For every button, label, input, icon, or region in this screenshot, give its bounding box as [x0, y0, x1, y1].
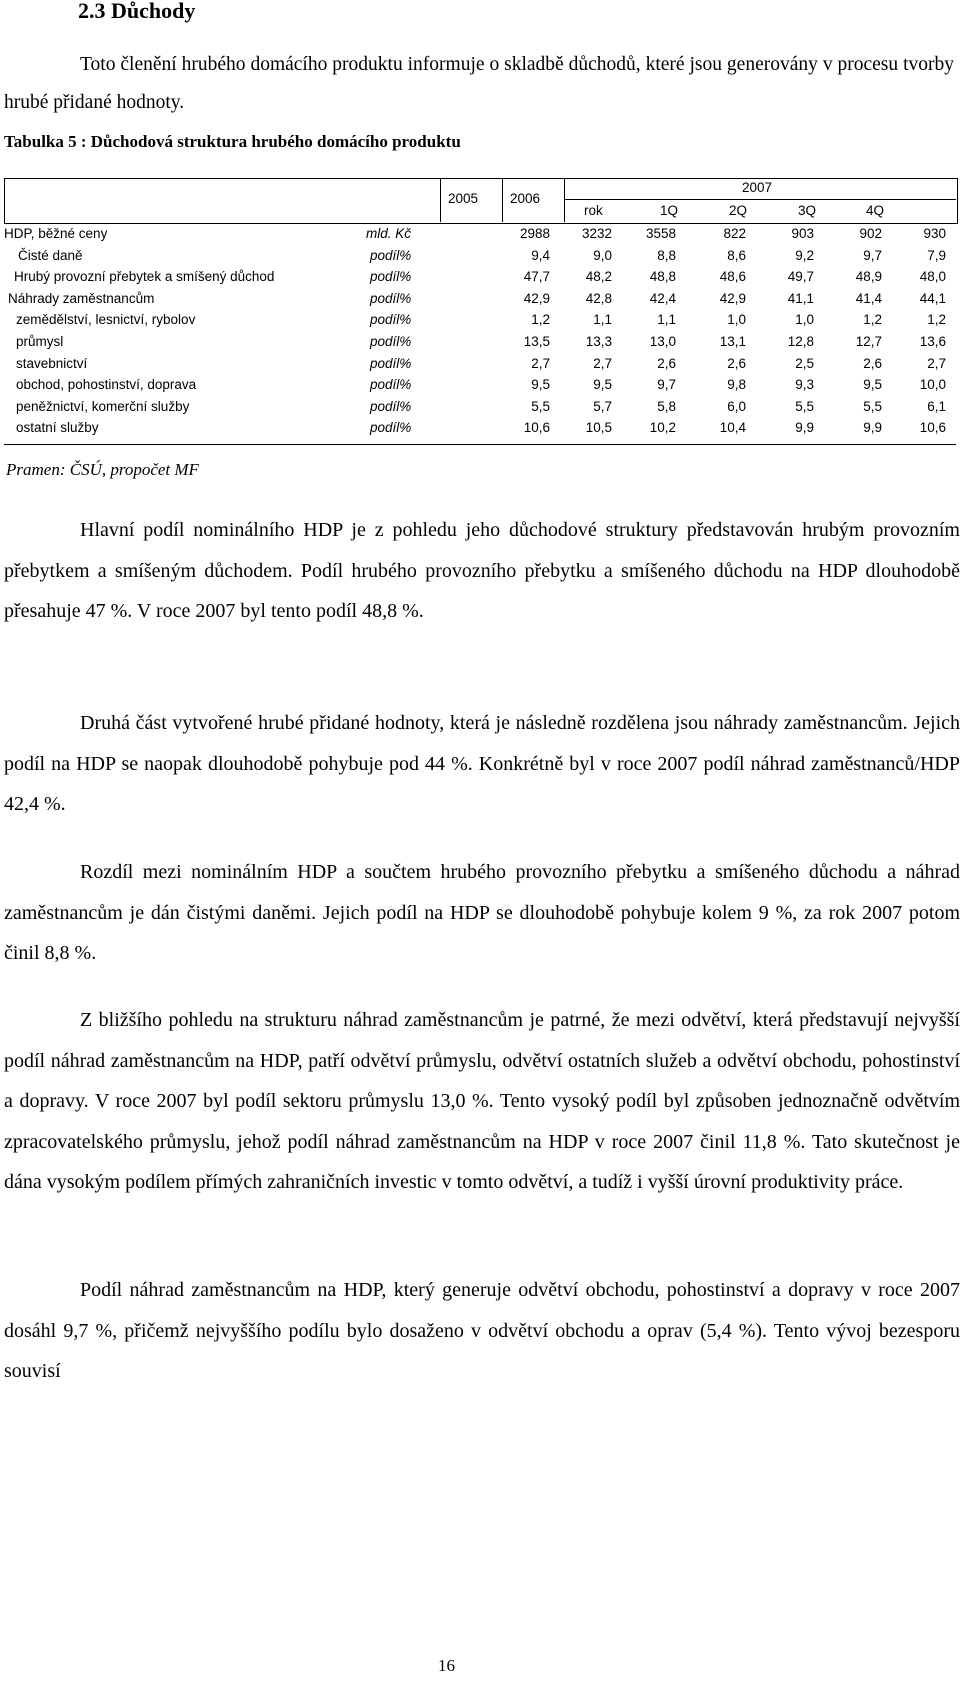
table-cell: 2,6 — [863, 355, 882, 371]
row-label: Náhrady zaměstnancům — [8, 290, 155, 306]
table-cell: 10,5 — [585, 420, 612, 436]
table-cell: 6,1 — [927, 398, 946, 414]
row-label: Hrubý provozní přebytek a smíšený důchod — [14, 269, 275, 285]
body-paragraph: Podíl náhrad zaměstnancům na HDP, který generuje odvětví obchodu, pohostinství a dopravy v roce 2007 dosáhl 9,7 %, přičemž nejvyššího podílu bylo dosaženo v odvětví obchodu a oprav (5,4 %). Tento vývoj bezesporu souvisí — [4, 1279, 960, 1382]
table-cell: 5,8 — [657, 398, 676, 414]
table-cell: 10,0 — [919, 377, 946, 393]
row-label: Čisté daně — [18, 247, 83, 263]
row-unit: podíl% — [370, 290, 412, 306]
table-cell: 9,8 — [727, 377, 746, 393]
table-cell: 5,7 — [593, 398, 612, 414]
row-label: průmysl — [16, 334, 64, 349]
table-cell: 8,6 — [727, 247, 746, 263]
subheader: 1Q — [660, 203, 679, 218]
table-cell: 13,3 — [585, 334, 612, 349]
table-cell: 10,4 — [719, 420, 746, 436]
row-unit: mld. Kč — [366, 226, 412, 241]
table-cell: 1,2 — [863, 312, 882, 328]
year-header: 2007 — [742, 180, 773, 195]
table-bottom-rule — [4, 444, 956, 445]
table-cell: 47,7 — [523, 269, 550, 285]
table-cell: 42,8 — [585, 290, 612, 306]
table-cell: 10,6 — [523, 420, 550, 436]
body-paragraph: Hlavní podíl nominálního HDP je z pohledu jeho důchodové struktury představován hrubým provozním přebytkem a smíšeným důchodem. Podíl hrubého provozního přebytku a smíšeného důchodu na HDP dlouhodobě přesahuje 47 %. V roce 2007 byl tento podíl 48,8 %. — [4, 519, 960, 622]
table-cell: 13,1 — [719, 334, 746, 349]
table-cell: 48,8 — [649, 269, 676, 285]
table-cell: 13,6 — [919, 334, 946, 349]
table-cell: 822 — [723, 226, 746, 241]
row-unit: podíl% — [370, 334, 412, 349]
table-cell: 10,6 — [919, 420, 946, 436]
table-cell: 3558 — [645, 226, 676, 241]
section-heading: 2.3 Důchody — [78, 0, 196, 23]
row-unit: podíl% — [370, 420, 412, 436]
row-label: peněžnictví, komerční služby — [16, 398, 190, 414]
table-cell: 9,9 — [795, 420, 814, 436]
year-header: 2005 — [448, 191, 479, 206]
table-cell: 3232 — [581, 226, 612, 241]
table-cell: 5,5 — [531, 398, 550, 414]
table-cell: 1,0 — [727, 312, 746, 328]
table-cell: 5,5 — [863, 398, 882, 414]
table-cell: 13,0 — [649, 334, 676, 349]
table-cell: 48,9 — [855, 269, 882, 285]
subheader: rok — [584, 203, 603, 218]
table-cell: 1,2 — [531, 312, 550, 328]
table-cell: 48,0 — [919, 269, 946, 285]
table-cell: 9,9 — [863, 420, 882, 436]
table-cell: 2,6 — [657, 355, 676, 371]
table-cell: 1,2 — [927, 312, 946, 328]
row-label: ostatní služby — [16, 420, 99, 436]
subheader: 4Q — [866, 203, 885, 218]
table-cell: 13,5 — [523, 334, 550, 349]
table-cell: 12,8 — [787, 334, 814, 349]
row-label: HDP, běžné ceny — [4, 226, 108, 241]
table-cell: 48,2 — [585, 269, 612, 285]
body-paragraph: Z bližšího pohledu na strukturu náhrad zaměstnancům je patrné, že mezi odvětví, která představují nejvyšší podíl náhrad zaměstnancům na HDP, patří odvětví průmyslu, odvětví ostatních služeb a odvětví obchodu, pohostinství a dopravy. V roce 2007 byl podíl sektoru průmyslu 13,0 %. Tento vysoký podíl byl způsoben jednoznačně odvětvím zpracovatelského průmyslu, jehož podíl náhrad zaměstnancům na HDP v roce 2007 činil 11,8 %. Tato skutečnost je dána vysokým podílem přímých zahraničních investic v tomto odvětví, a tudíž i vyšší úrovní produktivity práce. — [4, 1009, 960, 1193]
table-cell: 2988 — [519, 226, 550, 241]
table-cell: 902 — [859, 226, 882, 241]
table-cell: 42,9 — [523, 290, 550, 306]
header-divider — [440, 178, 441, 222]
table-cell: 9,5 — [593, 377, 612, 393]
body-paragraph: Druhá část vytvořené hrubé přidané hodnoty, která je následně rozdělena jsou náhrady zaměstnancům. Jejich podíl na HDP se naopak dlouhodobě pohybuje pod 44 %. Konkrétně byl v roce 2007 podíl náhrad zaměstnanců/HDP 42,4 %. — [4, 712, 960, 815]
row-unit: podíl% — [370, 312, 412, 328]
table-cell: 48,6 — [719, 269, 746, 285]
table-cell: 9,3 — [795, 377, 814, 393]
table-cell: 903 — [791, 226, 814, 241]
header-divider — [502, 178, 503, 222]
table-cell: 9,7 — [863, 247, 882, 263]
table-cell: 42,9 — [719, 290, 746, 306]
table-cell: 1,1 — [593, 312, 612, 328]
table-cell: 2,7 — [531, 355, 550, 371]
table-caption: Tabulka 5 : Důchodová struktura hrubého domácího produktu — [4, 132, 461, 151]
table-cell: 2,5 — [795, 355, 814, 371]
table-cell: 9,5 — [531, 377, 550, 393]
table-cell: 2,7 — [593, 355, 612, 371]
table-cell: 9,5 — [863, 377, 882, 393]
source-note: Pramen: ČSÚ, propočet MF — [6, 460, 199, 479]
table-cell: 8,8 — [657, 247, 676, 263]
table-cell: 9,2 — [795, 247, 814, 263]
body-paragraph: Rozdíl mezi nominálním HDP a součtem hrubého provozního přebytku a smíšeného důchodu a náhrad zaměstnancům je dán čistými daněmi. Jejich podíl na HDP se dlouhodobě pohybuje kolem 9 %, za rok 2007 potom činil 8,8 %. — [4, 861, 960, 964]
row-label: stavebnictví — [16, 355, 88, 371]
table-cell: 1,1 — [657, 312, 676, 328]
table-cell: 6,0 — [727, 398, 746, 414]
row-unit: podíl% — [370, 355, 412, 371]
table-cell: 5,5 — [795, 398, 814, 414]
year-header: 2006 — [510, 191, 541, 206]
row-label: obchod, pohostinství, doprava — [16, 377, 197, 393]
table-cell: 9,4 — [531, 247, 550, 263]
table-cell: 42,4 — [649, 290, 676, 306]
table-cell: 1,0 — [795, 312, 814, 328]
income-structure-table — [0, 178, 960, 446]
table-cell: 41,4 — [855, 290, 882, 306]
table-cell: 7,9 — [927, 247, 946, 263]
header-subrule — [565, 199, 956, 200]
table-cell: 2,6 — [727, 355, 746, 371]
table-cell: 44,1 — [919, 290, 946, 306]
subheader: 3Q — [798, 203, 817, 218]
table-cell: 49,7 — [787, 269, 814, 285]
header-divider — [564, 178, 565, 222]
table-cell: 9,7 — [657, 377, 676, 393]
table-cell: 9,0 — [593, 247, 612, 263]
table-cell: 12,7 — [855, 334, 882, 349]
row-unit: podíl% — [370, 377, 412, 393]
table-cell: 10,2 — [649, 420, 676, 436]
intro-paragraph: Toto členění hrubého domácího produktu informuje o skladbě důchodů, které jsou generovány v procesu tvorby hrubé přidané hodnoty. — [4, 54, 954, 113]
page-number: 16 — [438, 1656, 455, 1675]
row-unit: podíl% — [370, 269, 412, 285]
subheader: 2Q — [729, 203, 748, 218]
table-cell: 2,7 — [927, 355, 946, 371]
row-unit: podíl% — [370, 398, 412, 414]
table-cell: 41,1 — [787, 290, 814, 306]
row-label: zemědělství, lesnictví, rybolov — [16, 312, 196, 328]
table-cell: 930 — [923, 226, 946, 241]
row-unit: podíl% — [370, 247, 412, 263]
